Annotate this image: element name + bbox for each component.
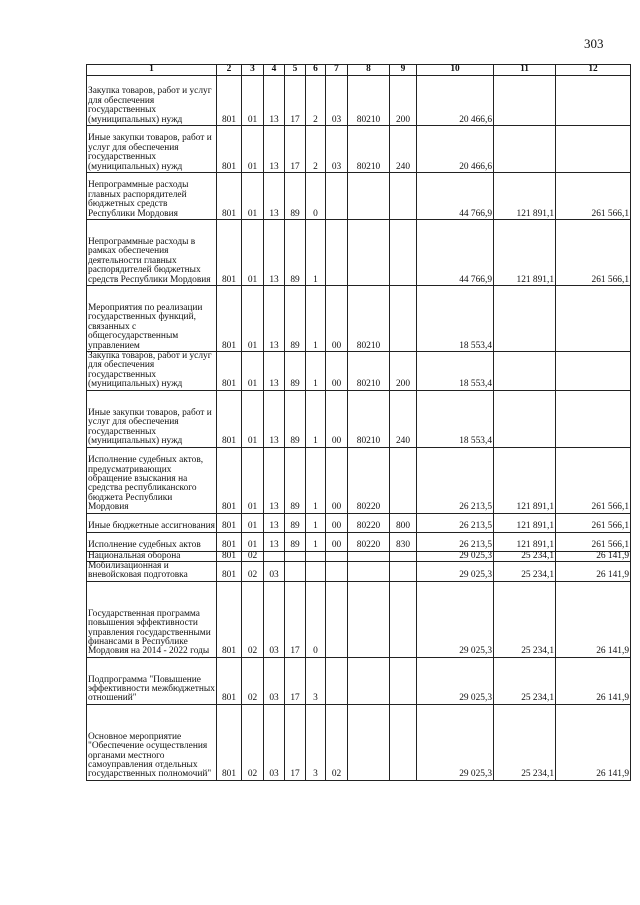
col-12-cell (556, 390, 631, 447)
col-2-cell: 801 (217, 562, 242, 582)
col-2-cell: 801 (217, 173, 242, 220)
col-2-cell: 801 (217, 704, 242, 780)
col-6-cell: 3 (306, 704, 326, 780)
col-8-cell (348, 562, 390, 582)
col-11-cell: 121 891,1 (494, 513, 556, 532)
col-6-cell: 1 (306, 447, 326, 513)
col-7-cell (326, 657, 348, 704)
table-row (87, 657, 631, 704)
col-6-cell: 1 (306, 352, 326, 391)
col-7-cell (326, 562, 348, 582)
col-5-cell: 89 (285, 173, 306, 220)
col-12-cell: 26 141,9 (556, 581, 631, 657)
col-8-cell: 80210 (348, 390, 390, 447)
col-7-cell: 00 (326, 447, 348, 513)
col-10-cell: 26 213,5 (417, 447, 494, 513)
col-11-cell: 121 891,1 (494, 220, 556, 286)
header-cell: 9 (390, 65, 417, 76)
col-7-cell: 00 (326, 286, 348, 352)
col-10-cell: 29 025,3 (417, 562, 494, 582)
table-row (87, 220, 631, 286)
col-9-cell: 830 (390, 532, 417, 551)
row-name-cell: Мобилизационная и вневойсковая подготовка (87, 562, 217, 582)
col-6-cell: 1 (306, 532, 326, 551)
col-12-cell: 261 566,1 (556, 532, 631, 551)
col-7-cell: 03 (326, 76, 348, 126)
col-3-cell: 01 (242, 76, 264, 126)
header-cell: 10 (417, 65, 494, 76)
col-4-cell (264, 551, 285, 561)
row-name-cell: Основное мероприятие "Обеспечение осуществления органами местного самоуправления отдельных государственных полномочий" (87, 704, 217, 780)
col-3-cell: 02 (242, 657, 264, 704)
col-6-cell (306, 551, 326, 561)
col-4-cell: 13 (264, 220, 285, 286)
table-row (87, 447, 631, 513)
col-10-cell: 26 213,5 (417, 513, 494, 532)
col-5-cell: 17 (285, 126, 306, 173)
col-5-cell: 89 (285, 447, 306, 513)
table-row (87, 581, 631, 657)
col-3-cell: 01 (242, 352, 264, 391)
col-6-cell: 1 (306, 390, 326, 447)
col-7-cell: 02 (326, 704, 348, 780)
col-5-cell (285, 551, 306, 561)
col-4-cell: 13 (264, 76, 285, 126)
header-cell: 5 (285, 65, 306, 76)
col-11-cell: 121 891,1 (494, 447, 556, 513)
col-11-cell (494, 126, 556, 173)
col-10-cell: 26 213,5 (417, 532, 494, 551)
header-row (87, 65, 631, 76)
row-name-cell: Иные закупки товаров, работ и услуг для обеспечения государственных (муниципальных) нужд (87, 390, 217, 447)
col-9-cell (390, 551, 417, 561)
table-body (87, 76, 631, 781)
col-3-cell: 01 (242, 447, 264, 513)
col-7-cell (326, 581, 348, 657)
col-6-cell: 1 (306, 513, 326, 532)
table-row (87, 562, 631, 582)
col-9-cell: 240 (390, 126, 417, 173)
col-8-cell: 80220 (348, 513, 390, 532)
header-cell: 6 (306, 65, 326, 76)
row-name-cell: Государственная программа повышения эффективности управления государственными финансами в Республике Мордовия на 2014 - 2022 годы (87, 581, 217, 657)
col-2-cell: 801 (217, 657, 242, 704)
row-name-cell: Закупка товаров, работ и услуг для обеспечения государственных (муниципальных) нужд (87, 76, 217, 126)
col-12-cell: 26 141,9 (556, 551, 631, 561)
row-name-cell: Мероприятия по реализации государственных функций, связанных с общегосударственным управлением (87, 286, 217, 352)
col-2-cell: 801 (217, 532, 242, 551)
col-8-cell: 80210 (348, 76, 390, 126)
col-4-cell: 03 (264, 657, 285, 704)
col-11-cell (494, 390, 556, 447)
col-4-cell: 03 (264, 581, 285, 657)
header-cell: 1 (87, 65, 217, 76)
col-12-cell: 261 566,1 (556, 513, 631, 532)
table-row (87, 513, 631, 532)
col-11-cell: 25 234,1 (494, 581, 556, 657)
col-2-cell: 801 (217, 76, 242, 126)
table-row (87, 76, 631, 126)
col-11-cell: 25 234,1 (494, 551, 556, 561)
col-4-cell: 13 (264, 286, 285, 352)
col-8-cell: 80210 (348, 126, 390, 173)
table-row (87, 286, 631, 352)
col-4-cell: 13 (264, 513, 285, 532)
col-5-cell (285, 562, 306, 582)
col-10-cell: 18 553,4 (417, 390, 494, 447)
col-8-cell (348, 704, 390, 780)
col-6-cell (306, 562, 326, 582)
col-3-cell: 01 (242, 220, 264, 286)
row-name-cell: Закупка товаров, работ и услуг для обеспечения государственных (муниципальных) нужд (87, 352, 217, 391)
col-12-cell: 26 141,9 (556, 657, 631, 704)
col-4-cell: 13 (264, 126, 285, 173)
col-6-cell: 1 (306, 286, 326, 352)
col-9-cell (390, 562, 417, 582)
col-5-cell: 89 (285, 220, 306, 286)
col-10-cell: 20 466,6 (417, 76, 494, 126)
col-9-cell (390, 581, 417, 657)
table-row (87, 551, 631, 561)
col-3-cell: 02 (242, 704, 264, 780)
col-10-cell: 44 766,9 (417, 173, 494, 220)
col-4-cell: 13 (264, 532, 285, 551)
col-9-cell (390, 657, 417, 704)
col-7-cell: 00 (326, 352, 348, 391)
col-3-cell: 01 (242, 513, 264, 532)
row-name-cell: Исполнение судебных актов (87, 532, 217, 551)
col-2-cell: 801 (217, 390, 242, 447)
col-7-cell: 00 (326, 513, 348, 532)
col-6-cell: 3 (306, 657, 326, 704)
col-10-cell: 29 025,3 (417, 551, 494, 561)
col-5-cell: 89 (285, 352, 306, 391)
col-11-cell (494, 352, 556, 391)
col-3-cell: 02 (242, 581, 264, 657)
col-10-cell: 29 025,3 (417, 704, 494, 780)
row-name-cell: Исполнение судебных актов, предусматривающих обращение взыскания на средства республиканского бюджета Республики Мордовия (87, 447, 217, 513)
col-10-cell: 20 466,6 (417, 126, 494, 173)
col-2-cell: 801 (217, 551, 242, 561)
col-10-cell: 18 553,4 (417, 286, 494, 352)
col-2-cell: 801 (217, 447, 242, 513)
row-name-cell: Иные закупки товаров, работ и услуг для обеспечения государственных (муниципальных) нужд (87, 126, 217, 173)
col-10-cell: 29 025,3 (417, 657, 494, 704)
col-7-cell (326, 220, 348, 286)
col-12-cell: 26 141,9 (556, 562, 631, 582)
table-row (87, 704, 631, 780)
col-5-cell: 17 (285, 704, 306, 780)
col-6-cell: 1 (306, 220, 326, 286)
col-10-cell: 29 025,3 (417, 581, 494, 657)
col-8-cell: 80210 (348, 286, 390, 352)
col-11-cell: 25 234,1 (494, 704, 556, 780)
col-9-cell (390, 447, 417, 513)
table-row (87, 532, 631, 551)
col-3-cell: 01 (242, 390, 264, 447)
header-cell: 4 (264, 65, 285, 76)
col-12-cell (556, 126, 631, 173)
col-5-cell: 89 (285, 286, 306, 352)
col-11-cell: 25 234,1 (494, 562, 556, 582)
col-4-cell: 13 (264, 447, 285, 513)
col-3-cell: 01 (242, 286, 264, 352)
col-6-cell: 2 (306, 76, 326, 126)
col-2-cell: 801 (217, 352, 242, 391)
col-2-cell: 801 (217, 581, 242, 657)
col-2-cell: 801 (217, 126, 242, 173)
col-5-cell: 17 (285, 657, 306, 704)
col-5-cell: 17 (285, 76, 306, 126)
col-9-cell (390, 173, 417, 220)
col-5-cell: 89 (285, 390, 306, 447)
col-6-cell: 0 (306, 173, 326, 220)
col-2-cell: 801 (217, 220, 242, 286)
col-2-cell: 801 (217, 286, 242, 352)
col-9-cell: 200 (390, 76, 417, 126)
col-6-cell: 2 (306, 126, 326, 173)
col-8-cell: 80220 (348, 447, 390, 513)
col-11-cell: 25 234,1 (494, 657, 556, 704)
col-9-cell (390, 286, 417, 352)
col-12-cell (556, 76, 631, 126)
table-row (87, 173, 631, 220)
col-4-cell: 13 (264, 352, 285, 391)
header-cell: 7 (326, 65, 348, 76)
col-5-cell: 89 (285, 532, 306, 551)
table-row (87, 352, 631, 391)
col-12-cell: 261 566,1 (556, 173, 631, 220)
header-cell: 12 (556, 65, 631, 76)
col-8-cell: 80210 (348, 352, 390, 391)
col-8-cell (348, 657, 390, 704)
col-3-cell: 01 (242, 173, 264, 220)
col-5-cell: 17 (285, 581, 306, 657)
col-9-cell (390, 704, 417, 780)
row-name-cell: Непрограммные расходы в рамках обеспечения деятельности главных распорядителей бюджетных средств Республики Мордовия (87, 220, 217, 286)
col-8-cell (348, 581, 390, 657)
col-8-cell: 80220 (348, 532, 390, 551)
col-9-cell: 800 (390, 513, 417, 532)
col-3-cell: 02 (242, 551, 264, 561)
col-12-cell: 261 566,1 (556, 220, 631, 286)
row-name-cell: Подпрограмма "Повышение эффективности межбюджетных отношений" (87, 657, 217, 704)
col-9-cell: 240 (390, 390, 417, 447)
col-3-cell: 01 (242, 532, 264, 551)
col-3-cell: 02 (242, 562, 264, 582)
col-7-cell: 00 (326, 390, 348, 447)
col-4-cell: 03 (264, 562, 285, 582)
col-7-cell: 00 (326, 532, 348, 551)
col-10-cell: 18 553,4 (417, 352, 494, 391)
table-row (87, 390, 631, 447)
header-cell: 8 (348, 65, 390, 76)
col-7-cell (326, 551, 348, 561)
page-number: 303 (584, 36, 604, 51)
header-cell: 11 (494, 65, 556, 76)
col-2-cell: 801 (217, 513, 242, 532)
col-11-cell (494, 286, 556, 352)
table-row (87, 126, 631, 173)
col-4-cell: 13 (264, 390, 285, 447)
header-cell: 3 (242, 65, 264, 76)
col-6-cell: 0 (306, 581, 326, 657)
col-7-cell (326, 173, 348, 220)
header-cell: 2 (217, 65, 242, 76)
col-11-cell (494, 76, 556, 126)
col-8-cell (348, 173, 390, 220)
col-3-cell: 01 (242, 126, 264, 173)
col-12-cell: 26 141,9 (556, 704, 631, 780)
col-12-cell (556, 352, 631, 391)
row-name-cell: Иные бюджетные ассигнования (87, 513, 217, 532)
col-9-cell (390, 220, 417, 286)
col-4-cell: 13 (264, 173, 285, 220)
col-5-cell: 89 (285, 513, 306, 532)
col-12-cell (556, 286, 631, 352)
col-10-cell: 44 766,9 (417, 220, 494, 286)
col-12-cell: 261 566,1 (556, 447, 631, 513)
col-9-cell: 200 (390, 352, 417, 391)
col-8-cell (348, 220, 390, 286)
col-8-cell (348, 551, 390, 561)
col-4-cell: 03 (264, 704, 285, 780)
budget-table (86, 64, 631, 781)
col-11-cell: 121 891,1 (494, 173, 556, 220)
row-name-cell: Непрограммные расходы главных распорядителей бюджетных средств Республики Мордовия (87, 173, 217, 220)
col-11-cell: 121 891,1 (494, 532, 556, 551)
col-7-cell: 03 (326, 126, 348, 173)
row-name-cell: Национальная оборона (87, 551, 217, 561)
